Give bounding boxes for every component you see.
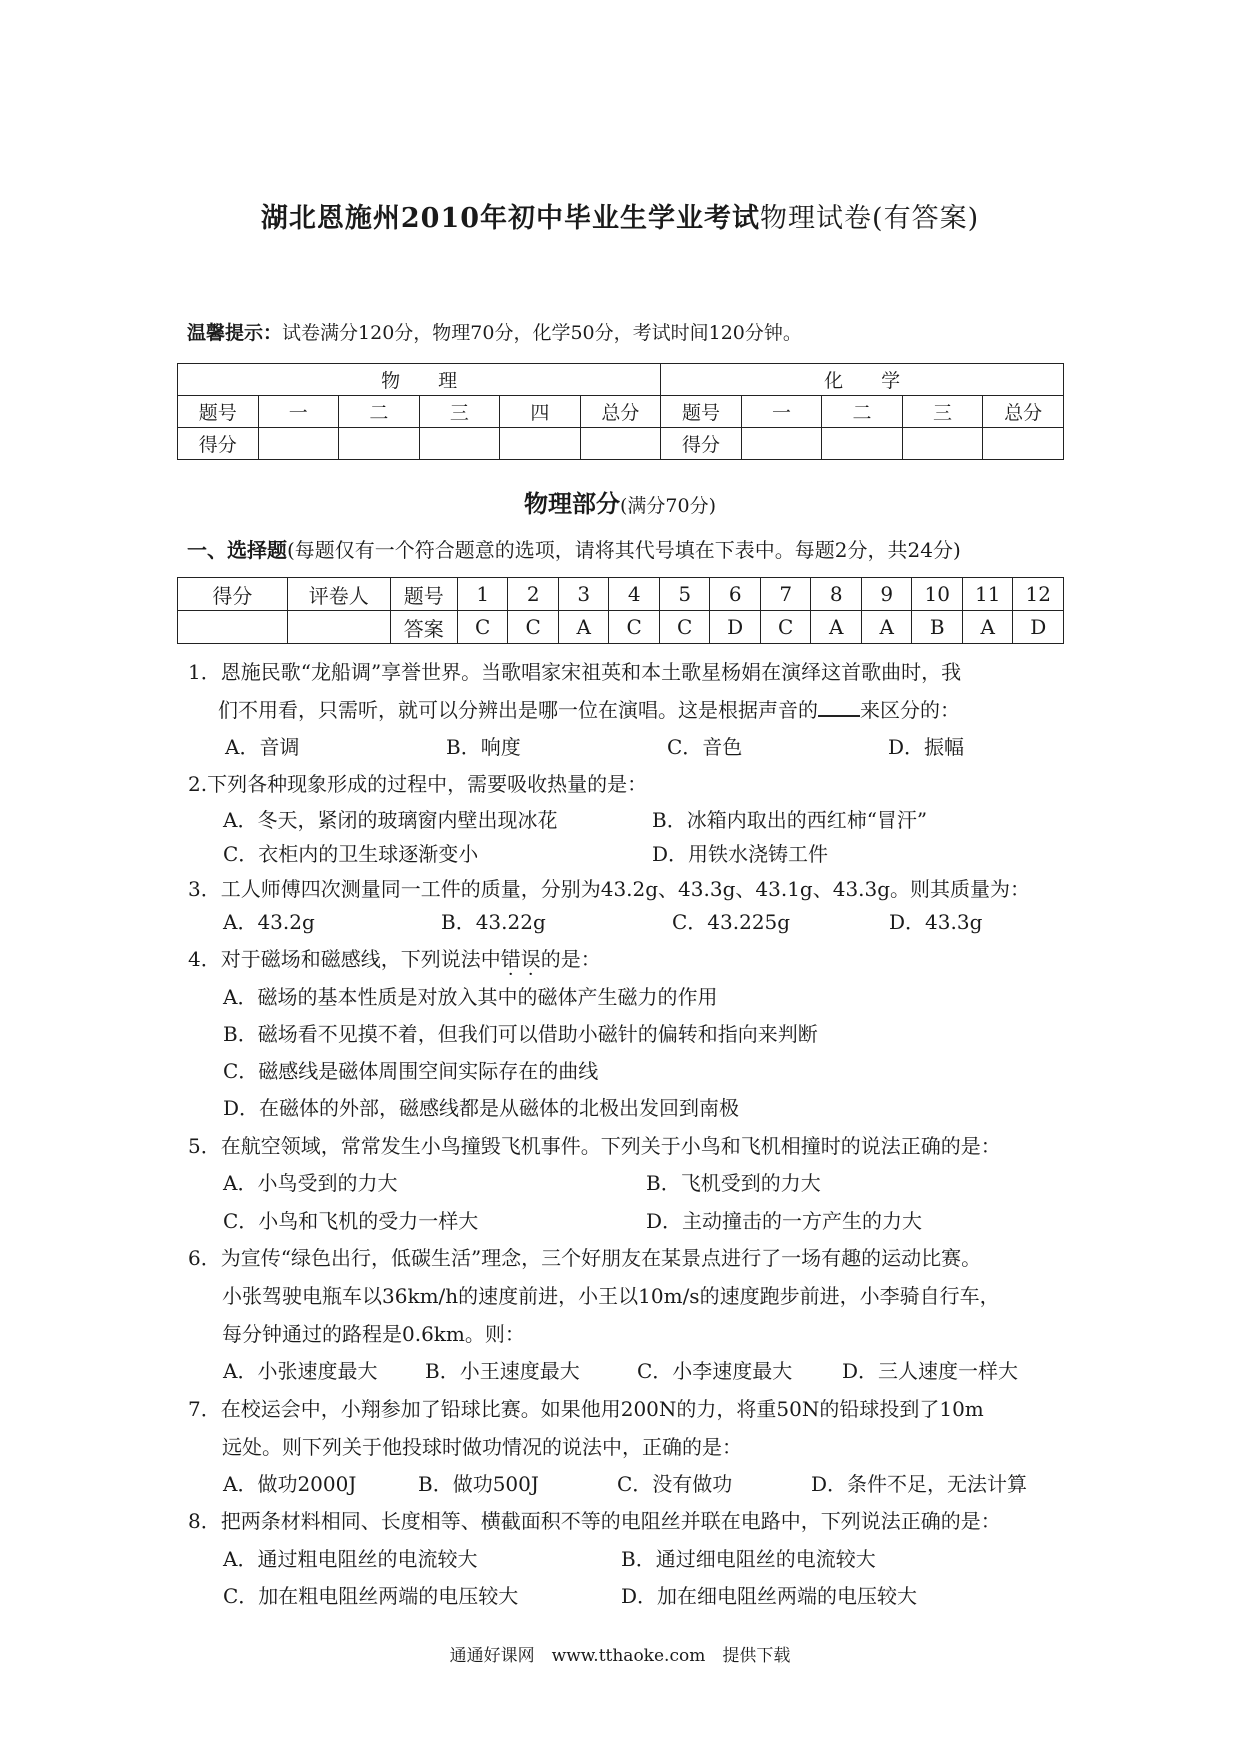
q7-option-a: A．做功2000J bbox=[223, 1472, 357, 1496]
section-head: 一、选择题 bbox=[187, 538, 287, 562]
q6-option-a: A．小张速度最大 bbox=[223, 1359, 378, 1383]
score-cell[interactable] bbox=[339, 428, 420, 460]
q1-option-a: A．音调 bbox=[225, 735, 300, 759]
q3-option-c: C．43.225g bbox=[672, 910, 791, 934]
q8-option-b: B．通过细电阻丝的电流较大 bbox=[621, 1547, 876, 1571]
question-number: 8 bbox=[811, 578, 862, 611]
q7-stem-line1: 7．在校运会中，小翔参加了铅球比赛。如果他用200N的力，将重50N的铅球投到了10m bbox=[188, 1397, 984, 1421]
q8-option-d: D．加在细电阻丝两端的电压较大 bbox=[621, 1584, 918, 1608]
score-cell[interactable] bbox=[822, 428, 903, 460]
q1-stem-line1: 1．恩施民歌“龙船调”享誉世界。当歌唱家宋祖英和本土歌星杨娟在演绎这首歌曲时，我 bbox=[188, 660, 962, 684]
question-number: 3 bbox=[558, 578, 609, 611]
question-number: 6 bbox=[710, 578, 761, 611]
q7-option-c: C．没有做功 bbox=[617, 1472, 733, 1496]
answer-cell: A bbox=[558, 611, 609, 644]
answer-cell: D bbox=[710, 611, 761, 644]
q2-option-a: A．冬天，紧闭的玻璃窗内壁出现冰花 bbox=[223, 808, 558, 832]
score-cell[interactable] bbox=[983, 428, 1064, 460]
q4-emphasis-char: 错 bbox=[500, 947, 521, 971]
q6-stem-line2: 小张驾驶电瓶车以36km/h的速度前进，小王以10m/s的速度跑步前进，小李骑自行车， bbox=[222, 1284, 1000, 1308]
number-label: 题号 bbox=[390, 578, 457, 611]
question-number: 10 bbox=[912, 578, 963, 611]
q5-option-c: C．小鸟和飞机的受力一样大 bbox=[223, 1209, 479, 1233]
q8-option-a: A．通过粗电阻丝的电流较大 bbox=[223, 1547, 478, 1571]
section-heading bbox=[187, 534, 961, 563]
answer-cell: C bbox=[508, 611, 559, 644]
grader-cell[interactable] bbox=[287, 611, 390, 644]
grader-label: 评卷人 bbox=[287, 578, 390, 611]
q8-option-c: C．加在粗电阻丝两端的电压较大 bbox=[223, 1584, 519, 1608]
question-number: 1 bbox=[457, 578, 508, 611]
physics-number-label: 题号 bbox=[178, 396, 259, 428]
answer-number-row bbox=[178, 578, 1064, 611]
q5-option-b: B．飞机受到的力大 bbox=[646, 1171, 821, 1195]
q3-option-a: A．43.2g bbox=[223, 910, 315, 934]
score-cell[interactable] bbox=[178, 611, 288, 644]
q6-option-c: C．小李速度最大 bbox=[637, 1359, 793, 1383]
question-number: 11 bbox=[962, 578, 1013, 611]
question-number: 12 bbox=[1013, 578, 1064, 611]
answer-value-row bbox=[178, 611, 1064, 644]
q3-option-b: B．43.22g bbox=[441, 910, 546, 934]
physics-col: 三 bbox=[419, 396, 500, 428]
score-label: 得分 bbox=[178, 578, 288, 611]
q2-option-c: C．衣柜内的卫生球逐渐变小 bbox=[223, 842, 479, 866]
exam-tip bbox=[187, 318, 802, 345]
answer-cell: C bbox=[760, 611, 811, 644]
chemistry-score-label: 得分 bbox=[661, 428, 742, 460]
q2-option-d: D．用铁水浇铸工件 bbox=[652, 842, 829, 866]
chemistry-col: 二 bbox=[822, 396, 903, 428]
q4-emphasis-char: 误 bbox=[520, 947, 541, 971]
q6-option-b: B．小王速度最大 bbox=[425, 1359, 580, 1383]
question-number: 9 bbox=[861, 578, 912, 611]
q1-option-d: D．振幅 bbox=[888, 735, 965, 759]
question-number: 4 bbox=[609, 578, 660, 611]
score-value-row bbox=[178, 428, 1064, 460]
answer-cell: A bbox=[962, 611, 1013, 644]
page-footer: 通通好课网 www.tthaoke.com 提供下载 bbox=[449, 1646, 791, 1666]
score-table bbox=[177, 363, 1064, 460]
score-cell[interactable] bbox=[500, 428, 581, 460]
chemistry-number-label: 题号 bbox=[661, 396, 742, 428]
q1-stem-part-a: 们不用看，只需听，就可以分辨出是哪一位在演唱。这是根据声音的 bbox=[218, 698, 818, 722]
score-cell[interactable] bbox=[580, 428, 661, 460]
question-number: 7 bbox=[760, 578, 811, 611]
question-number: 2 bbox=[508, 578, 559, 611]
physics-col: 二 bbox=[339, 396, 420, 428]
q6-stem-line3: 每分钟通过的路程是0.6km。则： bbox=[222, 1322, 525, 1346]
answer-cell: A bbox=[811, 611, 862, 644]
part-title-main: 物理部分 bbox=[523, 489, 620, 518]
part-title-sub: (满分70分) bbox=[619, 495, 716, 517]
q7-option-b: B．做功500J bbox=[418, 1472, 539, 1496]
q5-option-d: D．主动撞击的一方产生的力大 bbox=[646, 1209, 923, 1233]
section-desc: (每题仅有一个符合题意的选项，请将其代号填在下表中。每题2分，共24分) bbox=[287, 538, 961, 562]
q1-option-c: C．音色 bbox=[667, 735, 743, 759]
chemistry-col: 一 bbox=[741, 396, 822, 428]
physics-col: 总分 bbox=[580, 396, 661, 428]
q6-stem-line1: 6．为宣传“绿色出行，低碳生活”理念，三个好朋友在某景点进行了一场有趣的运动比赛。 bbox=[188, 1246, 982, 1270]
answer-table bbox=[177, 577, 1064, 644]
question-number: 5 bbox=[659, 578, 710, 611]
q8-stem: 8．把两条材料相同、长度相等、横截面积不等的电阻丝并联在电路中，下列说法正确的是： bbox=[188, 1509, 1001, 1533]
q1-stem-line2 bbox=[218, 694, 960, 723]
score-number-row bbox=[178, 396, 1064, 428]
score-cell[interactable] bbox=[419, 428, 500, 460]
score-cell[interactable] bbox=[741, 428, 822, 460]
answer-cell: C bbox=[609, 611, 660, 644]
q5-stem: 5．在航空领域，常常发生小鸟撞毁飞机事件。下列关于小鸟和飞机相撞时的说法正确的是： bbox=[188, 1134, 1001, 1158]
q1-stem-part-b: 来区分的： bbox=[860, 698, 960, 722]
chemistry-col: 三 bbox=[902, 396, 983, 428]
physics-score-label: 得分 bbox=[178, 428, 259, 460]
physics-col: 一 bbox=[258, 396, 339, 428]
page-title bbox=[0, 196, 1240, 235]
answer-cell: A bbox=[861, 611, 912, 644]
q7-option-d: D．条件不足，无法计算 bbox=[811, 1472, 1028, 1496]
q2-option-b: B．冰箱内取出的西红柿“冒汗” bbox=[652, 808, 928, 832]
q1-option-b: B．响度 bbox=[446, 735, 521, 759]
answer-cell: B bbox=[912, 611, 963, 644]
q4-option-a: A．磁场的基本性质是对放入其中的磁体产生磁力的作用 bbox=[223, 985, 718, 1009]
q4-stem bbox=[188, 943, 601, 972]
q3-option-d: D．43.3g bbox=[889, 910, 983, 934]
q4-stem-part-a: 4．对于磁场和磁感线，下列说法中 bbox=[188, 947, 501, 971]
score-header-row bbox=[178, 364, 1064, 396]
q4-option-b: B．磁场看不见摸不着，但我们可以借助小磁针的偏转和指向来判断 bbox=[223, 1022, 818, 1046]
chemistry-col: 总分 bbox=[983, 396, 1064, 428]
q5-option-a: A．小鸟受到的力大 bbox=[223, 1171, 398, 1195]
answer-cell: C bbox=[457, 611, 508, 644]
physics-col: 四 bbox=[500, 396, 581, 428]
q2-stem: 2.下列各种现象形成的过程中，需要吸收热量的是： bbox=[188, 772, 648, 796]
q4-option-d: D．在磁体的外部，磁感线都是从磁体的北极出发回到南极 bbox=[223, 1096, 740, 1120]
q3-stem: 3．工人师傅四次测量同一工件的质量，分别为43.2g、43.3g、43.1g、43.3g。则其质量为： bbox=[188, 877, 1031, 901]
tip-label: 温馨提示： bbox=[187, 322, 283, 344]
score-cell[interactable] bbox=[258, 428, 339, 460]
q6-option-d: D．三人速度一样大 bbox=[842, 1359, 1019, 1383]
q4-stem-part-b: 的是： bbox=[540, 947, 601, 971]
part-title bbox=[0, 484, 1240, 519]
physics-header: 物 理 bbox=[178, 364, 661, 396]
title-plain: 物理试卷(有答案) bbox=[760, 203, 980, 234]
q7-stem-line2: 远处。则下列关于他投球时做功情况的说法中，正确的是： bbox=[222, 1435, 742, 1459]
chemistry-header: 化 学 bbox=[661, 364, 1064, 396]
answer-label: 答案 bbox=[390, 611, 457, 644]
score-cell[interactable] bbox=[902, 428, 983, 460]
q1-answer-blank bbox=[818, 697, 860, 717]
answer-cell: C bbox=[659, 611, 710, 644]
answer-cell: D bbox=[1013, 611, 1064, 644]
q4-option-c: C．磁感线是磁体周围空间实际存在的曲线 bbox=[223, 1059, 599, 1083]
tip-text: 试卷满分120分，物理70分，化学50分，考试时间120分钟。 bbox=[282, 322, 802, 344]
title-bold: 湖北恩施州2010年初中毕业生学业考试 bbox=[260, 203, 761, 234]
